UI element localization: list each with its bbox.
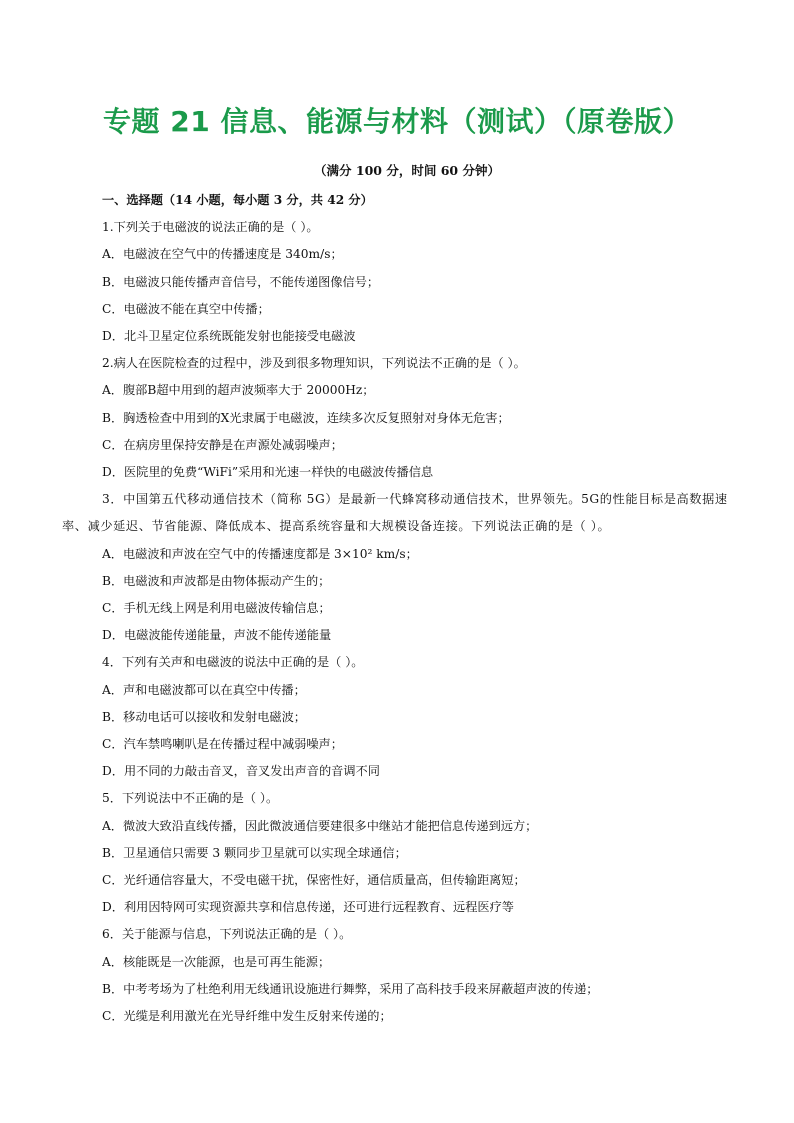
question-option: B．中考考场为了杜绝利用无线通讯设施进行舞弊，采用了高科技手段来屏蔽超声波的传递； <box>102 981 599 996</box>
question-option: C．手机无线上网是利用电磁波传输信息； <box>102 601 331 616</box>
question-stem: 5．下列说法中不正确的是（ ）。 <box>102 791 279 806</box>
question-option: A．声和电磁波都可以在真空中传播； <box>102 682 306 697</box>
page-subtitle: （满分 100 分，时间 60 分钟） <box>314 163 500 178</box>
section-heading: 一、选择题（14 小题，每小题 3 分，共 42 分） <box>102 193 373 207</box>
question-option: D．利用因特网可实现资源共享和信息传递，还可进行远程教育、远程医疗等 <box>102 900 514 915</box>
document-body <box>62 187 738 1030</box>
question-option: A．电磁波在空气中的传播速度是 340m/s； <box>102 247 343 262</box>
question-option: B．电磁波只能传播声音信号，不能传递图像信号； <box>102 274 380 289</box>
question-option: B．胸透检查中用到的X光隶属于电磁波，连续多次反复照射对身体无危害； <box>102 410 510 425</box>
question-option: C．光纤通信容量大，不受电磁干扰，保密性好，通信质量高，但传输距离短； <box>102 873 526 888</box>
page-title: 专题 21 信息、能源与材料（测试）（原卷版） <box>103 105 691 138</box>
question-stem: 4．下列有关声和电磁波的说法中正确的是（ ）。 <box>102 655 364 670</box>
question-option: B．电磁波和声波都是由物体振动产生的； <box>102 573 331 588</box>
question-option: B．卫星通信只需要 3 颗同步卫星就可以实现全球通信； <box>102 845 407 860</box>
question-option: D．电磁波能传递能量，声波不能传递能量 <box>102 628 332 643</box>
question-option: A．电磁波和声波在空气中的传播速度都是 3×10² km/s； <box>102 546 418 561</box>
question-option: C．光缆是利用激光在光导纤维中发生反射来传递的； <box>102 1009 392 1024</box>
question-option: C．在病房里保持安静是在声源处减弱噪声； <box>102 437 343 452</box>
question-option: A．腹部B超中用到的超声波频率大于 20000Hz； <box>102 383 375 398</box>
question-option: C．电磁波不能在真空中传播； <box>102 301 270 316</box>
question-option: B．移动电话可以接收和发射电磁波； <box>102 709 306 724</box>
question-stem: 2.病人在医院检查的过程中，涉及到很多物理知识，下列说法不正确的是（ ）。 <box>102 356 526 371</box>
question-option: D．北斗卫星定位系统既能发射也能接受电磁波 <box>102 329 356 344</box>
question-option: A．微波大致沿直线传播，因此微波通信要建很多中继站才能把信息传递到远方； <box>102 818 538 833</box>
question-option: A．核能既是一次能源，也是可再生能源； <box>102 954 331 969</box>
question-option: C．汽车禁鸣喇叭是在传播过程中减弱噪声； <box>102 737 343 752</box>
question-option: D．医院里的免费“WiFi”采用和光速一样快的电磁波传播信息 <box>102 465 434 480</box>
question-stem: 6．关于能源与信息，下列说法正确的是（ ）。 <box>102 927 352 942</box>
question-stem: 3．中国第五代移动通信技术（简称 5G）是最新一代蜂窝移动通信技术，世界领先。5G的性能目标是高数据速率、减少延迟、节省能源、降低成本、提高系统容量和大规模设备连接。下列说法正确的是（ ）。 <box>62 492 728 534</box>
question-stem: 1.下列关于电磁波的说法正确的是（ ）。 <box>102 220 319 235</box>
question-option: D．用不同的力敲击音叉，音叉发出声音的音调不同 <box>102 764 380 779</box>
